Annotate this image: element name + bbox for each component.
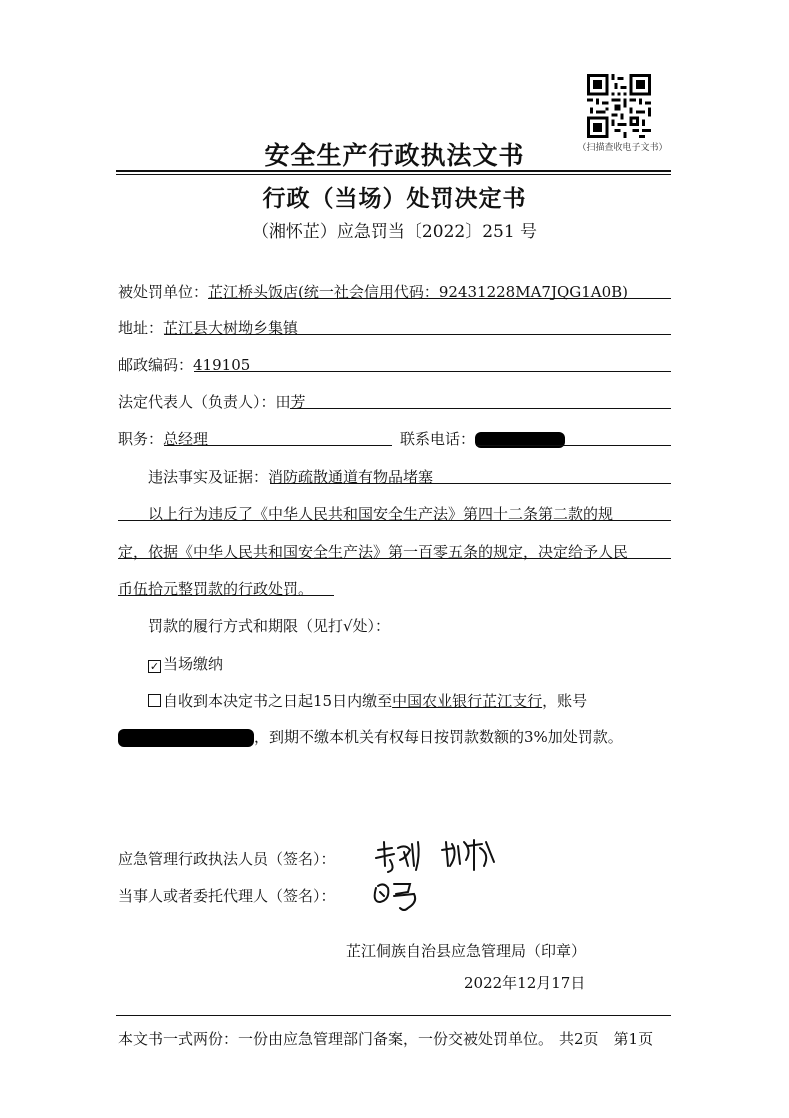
account-redaction — [118, 729, 254, 747]
bank-name: 中国农业银行芷江支行 — [392, 692, 543, 710]
party-value: 芷江桥头饭店(统一社会信用代码：92431228MA7JQG1A0B) — [208, 283, 629, 301]
phone-label: 联系电话： — [400, 430, 476, 448]
officer-signature-label: 应急管理行政执法人员（签名）： — [118, 850, 336, 868]
payment-option-bank-cont — [118, 726, 623, 747]
payment-option-onsite — [148, 653, 223, 674]
address-value: 芷江县大树坳乡集镇 — [163, 319, 299, 337]
document-type-title: 安全生产行政执法文书 — [264, 141, 525, 170]
party-label: 被处罚单位： — [118, 283, 209, 301]
violation-underline-3 — [118, 595, 334, 596]
facts-value: 消防疏散通道有物品堵塞 — [268, 468, 434, 486]
violation-line-1: 以上行为违反了《中华人民共和国安全生产法》第四十二条第二款的规 — [148, 505, 614, 523]
issue-date: 2022年12月17日 — [464, 974, 586, 992]
address-underline — [164, 334, 671, 335]
legal-rep-underline — [290, 408, 671, 409]
qr-caption: （扫描查收电子文书） — [577, 143, 668, 153]
title-rule-thin — [116, 174, 671, 175]
party-underline — [208, 298, 671, 299]
postcode-value: 419105 — [193, 356, 251, 374]
unchecked-box-icon — [148, 694, 161, 707]
payment-penalty-text: ，到期不缴本机关有权每日按罚款数额的3%加处罚款。 — [254, 728, 623, 746]
qr-code-icon — [587, 74, 651, 138]
facts-underline — [270, 483, 671, 484]
footer-rule — [116, 1015, 671, 1016]
violation-underline-1 — [118, 520, 671, 521]
position-underline — [164, 445, 392, 446]
address-label: 地址： — [118, 319, 164, 337]
position-value: 总经理 — [163, 430, 209, 448]
party-signature-label: 当事人或者委托代理人（签名）： — [118, 887, 336, 905]
postcode-underline — [194, 371, 671, 372]
facts-label: 违法事实及证据： — [148, 468, 269, 486]
party-signature-icon — [370, 876, 426, 916]
footer-text: 本文书一式两份：一份由应急管理部门备案，一份交被处罚单位。 — [118, 1030, 554, 1048]
payment-option-bank-text: 自收到本决定书之日起15日内缴至 — [163, 692, 393, 710]
footer-note — [118, 1028, 653, 1049]
title-rule-thick — [116, 170, 671, 172]
legal-rep-row — [118, 391, 306, 412]
legal-rep-label: 法定代表人（负责人）： — [118, 393, 276, 411]
violation-underline-2 — [118, 558, 671, 559]
issuing-agency: 芷江侗族自治县应急管理局（印章） — [346, 942, 587, 960]
payment-option-bank — [148, 690, 587, 711]
account-label: ，账号 — [542, 692, 588, 710]
violation-line-3: 币伍拾元整罚款的行政处罚。 — [118, 580, 314, 598]
legal-rep-value: 田芳 — [275, 393, 306, 411]
page-indicator: 共2页 第1页 — [559, 1030, 654, 1048]
officer-signatures-icon — [372, 836, 502, 878]
postcode-label: 邮政编码： — [118, 356, 194, 374]
payment-intro: 罚款的履行方式和期限（见打√处）： — [148, 617, 391, 635]
document-number: （湘怀芷）应急罚当〔2022〕251 号 — [251, 222, 538, 242]
document-title: 行政（当场）处罚决定书 — [262, 186, 527, 212]
payment-option-onsite-label: 当场缴纳 — [163, 655, 224, 673]
violation-line-2: 定，依据《中华人民共和国安全生产法》第一百零五条的规定，决定给予人民 — [118, 543, 629, 561]
checked-box-icon: ✓ — [149, 660, 160, 673]
position-label: 职务： — [118, 430, 164, 448]
phone-underline — [476, 445, 671, 446]
